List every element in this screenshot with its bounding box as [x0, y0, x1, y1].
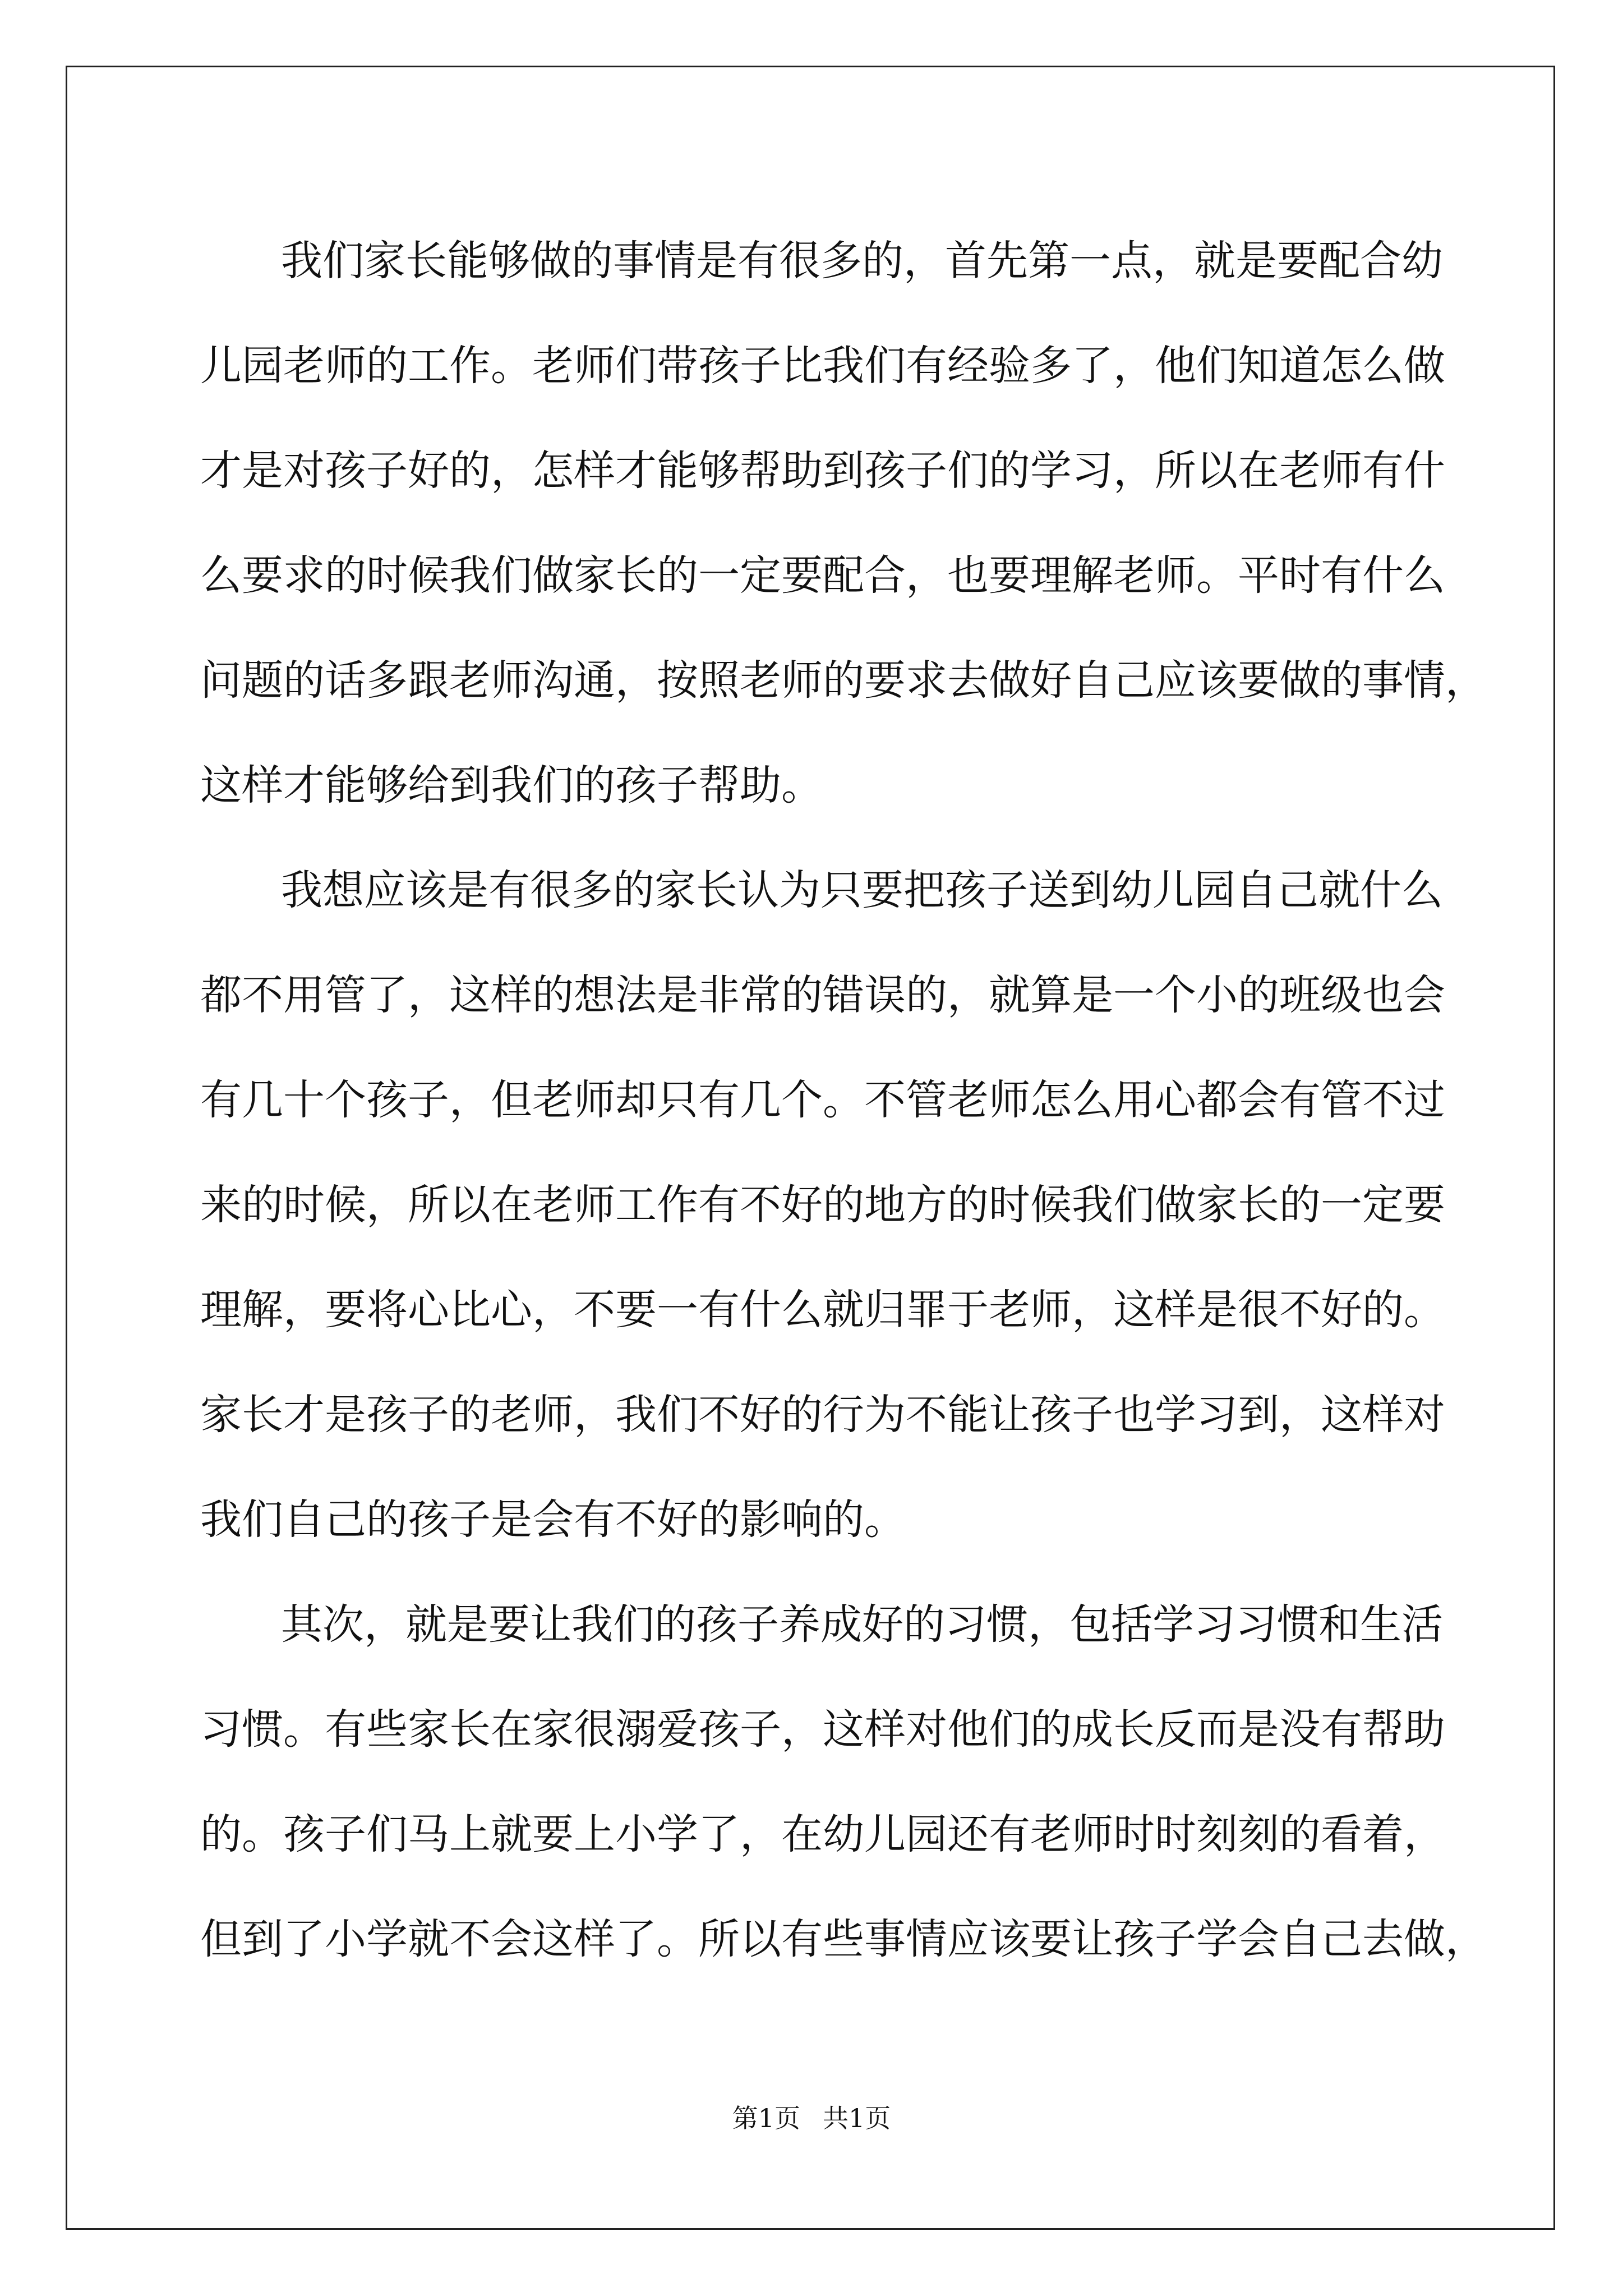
paragraph-2-line-7: 我们自己的孩子是会有不好的影响的。	[200, 1496, 906, 1544]
paragraph-1-line-2: 儿园老师的工作。老师们带孩子比我们有经验多了，他们知道怎么做	[200, 342, 1445, 390]
paragraph-2-line-5: 理解，要将心比心，不要一有什么就归罪于老师，这样是很不好的。	[200, 1286, 1445, 1334]
page-number: 第1页	[732, 2103, 800, 2133]
paragraph-3-line-1: 其次，就是要让我们的孩子养成好的习惯，包括学习习惯和生活	[281, 1600, 1443, 1649]
paragraph-1-line-6: 这样才能够给到我们的孩子帮助。	[200, 761, 823, 809]
paragraph-2-line-6: 家长才是孩子的老师，我们不好的行为不能让孩子也学习到，这样对	[200, 1391, 1445, 1439]
paragraph-2-line-4: 来的时候，所以在老师工作有不好的地方的时候我们做家长的一定要	[200, 1181, 1445, 1229]
page-total: 共1页	[823, 2103, 891, 2133]
paragraph-1-line-1: 我们家长能够做的事情是有很多的，首先第一点，就是要配合幼	[281, 237, 1443, 285]
paragraph-1-line-3: 才是对孩子好的，怎样才能够帮助到孩子们的学习，所以在老师有什	[200, 447, 1445, 495]
paragraph-2-line-3: 有几十个孩子，但老师却只有几个。不管老师怎么用心都会有管不过	[200, 1076, 1445, 1124]
paragraph-3-line-2: 习惯。有些家长在家很溺爱孩子，这样对他们的成长反而是没有帮助	[200, 1705, 1445, 1754]
paragraph-3-line-3: 的。孩子们马上就要上小学了，在幼儿园还有老师时时刻刻的看着，	[200, 1810, 1445, 1858]
paragraph-1-line-5: 问题的话多跟老师沟通，按照老师的要求去做好自己应该要做的事情，	[200, 656, 1487, 705]
page-footer	[0, 2098, 1623, 2135]
paragraph-2-line-1: 我想应该是有很多的家长认为只要把孩子送到幼儿园自己就什么	[281, 866, 1443, 914]
paragraph-3-line-4: 但到了小学就不会这样了。所以有些事情应该要让孩子学会自己去做，	[200, 1915, 1487, 1963]
document-body	[200, 209, 1487, 1992]
paragraph-1-line-4: 么要求的时候我们做家长的一定要配合，也要理解老师。平时有什么	[200, 551, 1445, 600]
paragraph-2-line-2: 都不用管了，这样的想法是非常的错误的，就算是一个小的班级也会	[200, 971, 1445, 1019]
